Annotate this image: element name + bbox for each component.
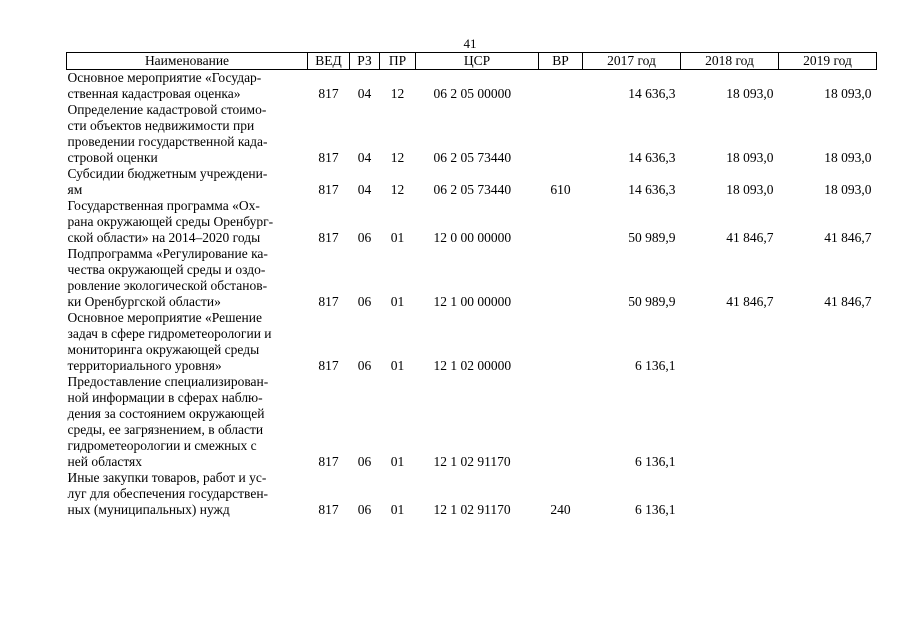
amount-2019-cell [779,470,877,518]
amount-2017-cell: 6 136,1 [635,358,676,373]
ved-cell: 817 [318,502,339,517]
pr-cell: 01 [390,502,405,517]
vr-cell [539,310,583,374]
amount-2019-cell [779,374,877,470]
name-line: ных (муниципальных) нужд [67,502,230,517]
rz-cell: 06 [357,502,372,517]
name-cell [67,70,308,103]
pr-cell: 01 [390,294,405,309]
amount-2019-cell: 41 846,7 [824,230,872,245]
table-row [67,166,877,198]
csr-cell: 12 1 02 91170 [433,502,511,517]
name-line: сти объектов недвижимости при [67,118,255,133]
rz-cell: 04 [357,86,372,101]
ved-cell: 817 [318,294,339,309]
table-row [67,70,877,103]
vr-cell: 610 [550,182,571,197]
name-line: стровой оценки [67,150,158,165]
table-row [67,470,877,518]
name-line: ной информации в сферах наблю- [67,390,263,405]
csr-cell: 12 1 02 91170 [433,454,511,469]
name-cell [67,470,308,518]
amount-2019-cell: 18 093,0 [824,150,872,165]
pr-cell: 12 [390,150,405,165]
table-body [67,70,877,519]
table-row [67,198,877,246]
name-cell [67,310,308,374]
amount-2018-cell [681,374,779,470]
name-line: Основное мероприятие «Государ- [67,70,262,85]
amount-2018-cell [681,470,779,518]
amount-2017-cell: 14 636,3 [628,86,676,101]
name-line: ки Оренбургской области» [67,294,221,309]
name-line: мониторинга окружающей среды [67,342,260,357]
name-line: территориального уровня» [67,358,222,373]
name-cell [67,198,308,246]
ved-cell: 817 [318,454,339,469]
pr-cell: 01 [390,358,405,373]
amount-2018-cell: 18 093,0 [726,182,774,197]
rz-cell: 04 [357,150,372,165]
column-header-2019: 2019 год [779,53,877,70]
amount-2017-cell: 14 636,3 [628,182,676,197]
csr-cell: 12 0 00 00000 [433,230,512,245]
budget-table [66,52,877,518]
name-line: проведении государственной када- [67,134,268,149]
rz-cell: 06 [357,230,372,245]
column-header-rz: РЗ [350,53,380,70]
pr-cell: 12 [390,182,405,197]
name-cell [67,374,308,470]
name-line: ям [67,182,83,197]
amount-2018-cell: 41 846,7 [726,294,774,309]
name-line: рана окружающей среды Оренбург- [67,214,274,229]
name-line: ской области» на 2014–2020 годы [67,230,261,245]
ved-cell: 817 [318,150,339,165]
rz-cell: 06 [357,454,372,469]
ved-cell: 817 [318,358,339,373]
rz-cell: 04 [357,182,372,197]
rz-cell: 06 [357,294,372,309]
vr-cell: 240 [550,502,571,517]
name-line: ровление экологической обстанов- [67,278,268,293]
name-cell [67,102,308,166]
ved-cell: 817 [318,182,339,197]
amount-2017-cell: 50 989,9 [628,294,676,309]
name-line: Иные закупки товаров, работ и ус- [67,470,267,485]
name-line: гидрометеорологии и смежных с [67,438,257,453]
name-line: ней областях [67,454,143,469]
amount-2017-cell: 14 636,3 [628,150,676,165]
name-line: ственная кадастровая оценка» [67,86,241,101]
name-line: Предоставление специализирован- [67,374,269,389]
table-row [67,374,877,470]
name-line: Подпрограмма «Регулирование ка- [67,246,268,261]
amount-2018-cell: 41 846,7 [726,230,774,245]
page-number: 41 [463,36,477,51]
ved-cell: 817 [318,86,339,101]
name-line: дения за состоянием окружающей [67,406,265,421]
ved-cell: 817 [318,230,339,245]
amount-2019-cell: 18 093,0 [824,86,872,101]
pr-cell: 01 [390,454,405,469]
name-line: среды, ее загрязнением, в области [67,422,264,437]
vr-cell [539,70,583,103]
amount-2017-cell: 6 136,1 [635,502,676,517]
name-line: луг для обеспечения государствен- [67,486,269,501]
name-line: чества окружающей среды и оздо- [67,262,266,277]
vr-cell [539,198,583,246]
csr-cell: 06 2 05 73440 [433,182,512,197]
amount-2018-cell: 18 093,0 [726,86,774,101]
pr-cell: 12 [390,86,405,101]
amount-2017-cell: 6 136,1 [635,454,676,469]
name-line: Определение кадастровой стоимо- [67,102,267,117]
header-row [67,53,877,70]
pr-cell: 01 [390,230,405,245]
amount-2018-cell: 18 093,0 [726,150,774,165]
name-cell [67,166,308,198]
name-line: задач в сфере гидрометеорологии и [67,326,272,341]
table-row [67,102,877,166]
column-header-vr: ВР [539,53,583,70]
column-header-ved: ВЕД [308,53,350,70]
vr-cell [539,102,583,166]
amount-2019-cell: 41 846,7 [824,294,872,309]
name-cell [67,246,308,310]
column-header-2017: 2017 год [583,53,681,70]
table-row [67,310,877,374]
vr-cell [539,246,583,310]
column-header-pr: ПР [380,53,416,70]
csr-cell: 12 1 02 00000 [433,358,512,373]
rz-cell: 06 [357,358,372,373]
name-line: Основное мероприятие «Решение [67,310,262,325]
csr-cell: 06 2 05 73440 [433,150,512,165]
column-header-2018: 2018 год [681,53,779,70]
csr-cell: 12 1 00 00000 [433,294,512,309]
csr-cell: 06 2 05 00000 [433,86,512,101]
table-row [67,246,877,310]
column-header-csr: ЦСР [416,53,539,70]
amount-2017-cell: 50 989,9 [628,230,676,245]
amount-2018-cell [681,310,779,374]
name-line: Субсидии бюджетным учреждени- [67,166,268,181]
amount-2019-cell: 18 093,0 [824,182,872,197]
column-header-name: Наименование [67,53,308,70]
budget-table-container [66,52,876,518]
vr-cell [539,374,583,470]
name-line: Государственная программа «Ох- [67,198,260,213]
amount-2019-cell [779,310,877,374]
